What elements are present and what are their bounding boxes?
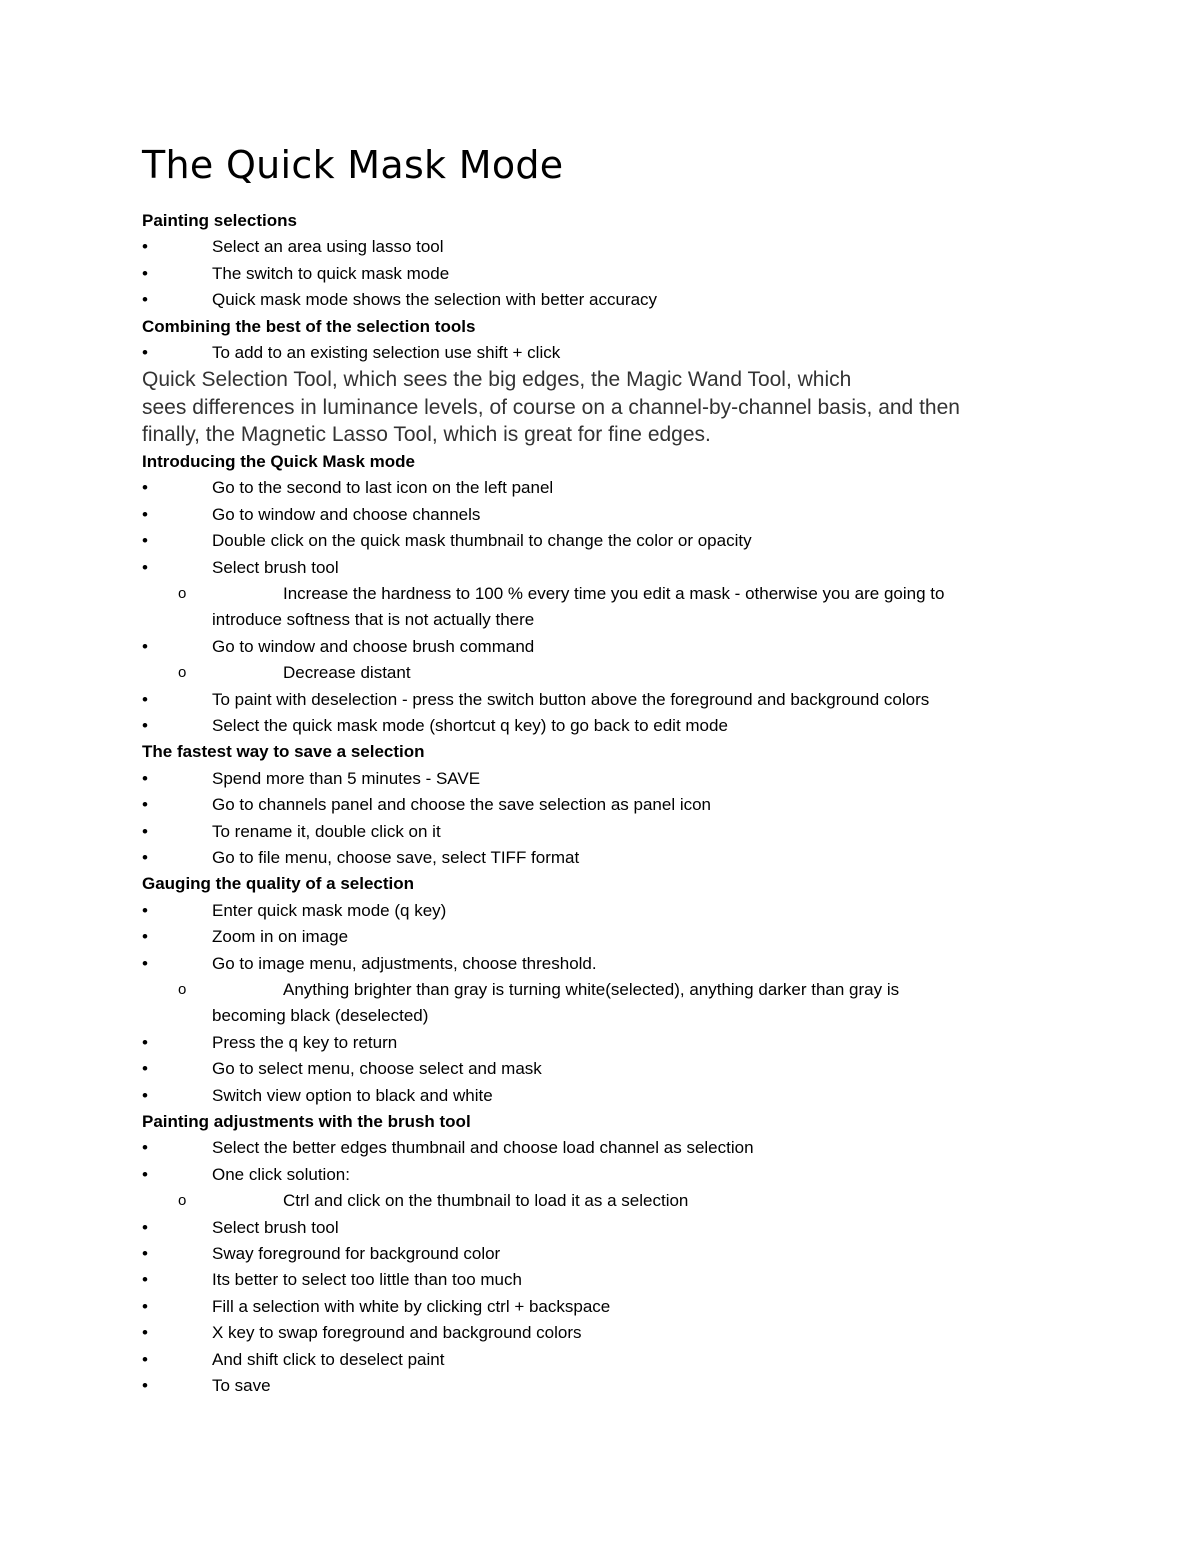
- sub-list-item: o Increase the hardness to 100 % every time you edit a mask - otherwise you are going to introduce softness that is not actually there: [142, 581, 1072, 634]
- list-item: • Go to select menu, choose select and mask: [142, 1056, 1072, 1082]
- section-heading-brush: Painting adjustments with the brush tool: [142, 1112, 471, 1132]
- bullet-icon: •: [142, 953, 148, 973]
- list-item: • Fill a selection with white by clicking ctrl + backspace: [142, 1294, 1072, 1320]
- section-heading-painting: Painting selections: [142, 211, 297, 230]
- bullet-icon: •: [142, 263, 148, 283]
- list-item: • Select brush tool: [142, 555, 1072, 581]
- bullet-icon: •: [142, 1032, 148, 1052]
- bullet-icon: •: [142, 1323, 148, 1343]
- bullet-icon: •: [142, 900, 148, 920]
- list-item: • The switch to quick mask mode: [142, 261, 1072, 287]
- list-item: • One click solution:: [142, 1162, 1072, 1188]
- list-item: • Select an area using lasso tool: [142, 234, 1072, 260]
- list-item: • Its better to select too little than too much: [142, 1267, 1072, 1293]
- sub-list-item: o Ctrl and click on the thumbnail to load it as a selection: [142, 1188, 1072, 1214]
- circle-bullet-icon: o: [178, 980, 187, 998]
- bullet-icon: •: [142, 689, 148, 709]
- bullet-icon: •: [142, 847, 148, 867]
- list-item: • Select the better edges thumbnail and choose load channel as selection: [142, 1135, 1072, 1161]
- list-item: • Double click on the quick mask thumbnail to change the color or opacity: [142, 528, 1072, 554]
- list-item: • Go to the second to last icon on the left panel: [142, 475, 1072, 501]
- sub-list-item: o Anything brighter than gray is turning white(selected), anything darker than gray is becoming black (deselected): [142, 977, 1072, 1030]
- list-item: • X key to swap foreground and background colors: [142, 1320, 1072, 1346]
- bullet-icon: •: [142, 237, 148, 257]
- bullet-icon: •: [142, 1270, 148, 1290]
- bullet-icon: •: [142, 1164, 148, 1184]
- section-heading-gauging: Gauging the quality of a selection: [142, 874, 415, 894]
- list-item: • To add to an existing selection use shift + click: [142, 340, 1072, 366]
- list-item: • Sway foreground for background color: [142, 1241, 1072, 1267]
- bullet-icon: •: [142, 1138, 148, 1158]
- list-item: • Go to window and choose channels: [142, 502, 1072, 528]
- body-paragraph: Quick Selection Tool, which sees the big edges, the Magic Wand Tool, which sees differences in luminance levels, of course on a channel-by-channel basis, and then finally, the Magnetic Lasso Tool, which is great for fine edges.: [142, 368, 960, 447]
- bullet-icon: •: [142, 715, 148, 735]
- list-item: • Enter quick mask mode (q key): [142, 898, 1072, 924]
- list-item: • Quick mask mode shows the selection with better accuracy: [142, 287, 1072, 313]
- bullet-icon: •: [142, 557, 148, 577]
- bullet-icon: •: [142, 504, 148, 524]
- bullet-icon: •: [142, 290, 148, 310]
- section-heading-combining: Combining the best of the selection tools: [142, 316, 476, 336]
- bullet-icon: •: [142, 768, 148, 788]
- bullet-icon: •: [142, 927, 148, 947]
- bullet-icon: •: [142, 636, 148, 656]
- list-item: • To paint with deselection - press the switch button above the foreground and background colors: [142, 687, 1072, 713]
- list-item: • Go to image menu, adjustments, choose threshold.: [142, 951, 1072, 977]
- list-item: • Zoom in on image: [142, 924, 1072, 950]
- list-item: • Select the quick mask mode (shortcut q key) to go back to edit mode: [142, 713, 1072, 739]
- list-item: • To rename it, double click on it: [142, 819, 1072, 845]
- bullet-icon: •: [142, 343, 148, 362]
- bullet-icon: •: [142, 1059, 148, 1079]
- section-heading-fastest: The fastest way to save a selection: [142, 742, 425, 762]
- bullet-icon: •: [142, 531, 148, 551]
- bullet-icon: •: [142, 1217, 148, 1237]
- bullet-icon: •: [142, 795, 148, 815]
- bullet-icon: •: [142, 1085, 148, 1105]
- sub-list-item: o Decrease distant: [142, 660, 1072, 686]
- list-item: • To save: [142, 1373, 1072, 1399]
- list-item: • Go to channels panel and choose the save selection as panel icon: [142, 792, 1072, 818]
- document-page: [142, 140, 1072, 1399]
- section-heading-introducing: Introducing the Quick Mask mode: [142, 451, 415, 471]
- list-item: • Spend more than 5 minutes - SAVE: [142, 766, 1072, 792]
- list-item: • And shift click to deselect paint: [142, 1347, 1072, 1373]
- bullet-icon: •: [142, 1349, 148, 1369]
- circle-bullet-icon: o: [178, 584, 187, 602]
- bullet-icon: •: [142, 1244, 148, 1264]
- bullet-icon: •: [142, 478, 148, 498]
- list-item: • Switch view option to black and white: [142, 1083, 1072, 1109]
- circle-bullet-icon: o: [178, 664, 187, 682]
- list-item: • Select brush tool: [142, 1215, 1072, 1241]
- list-item: • Go to window and choose brush command: [142, 634, 1072, 660]
- bullet-icon: •: [142, 1376, 148, 1396]
- bullet-icon: •: [142, 821, 148, 841]
- list-item: • Press the q key to return: [142, 1030, 1072, 1056]
- page-title: The Quick Mask Mode: [142, 143, 564, 187]
- list-item: • Go to file menu, choose save, select TIFF format: [142, 845, 1072, 871]
- bullet-icon: •: [142, 1296, 148, 1316]
- circle-bullet-icon: o: [178, 1192, 187, 1210]
